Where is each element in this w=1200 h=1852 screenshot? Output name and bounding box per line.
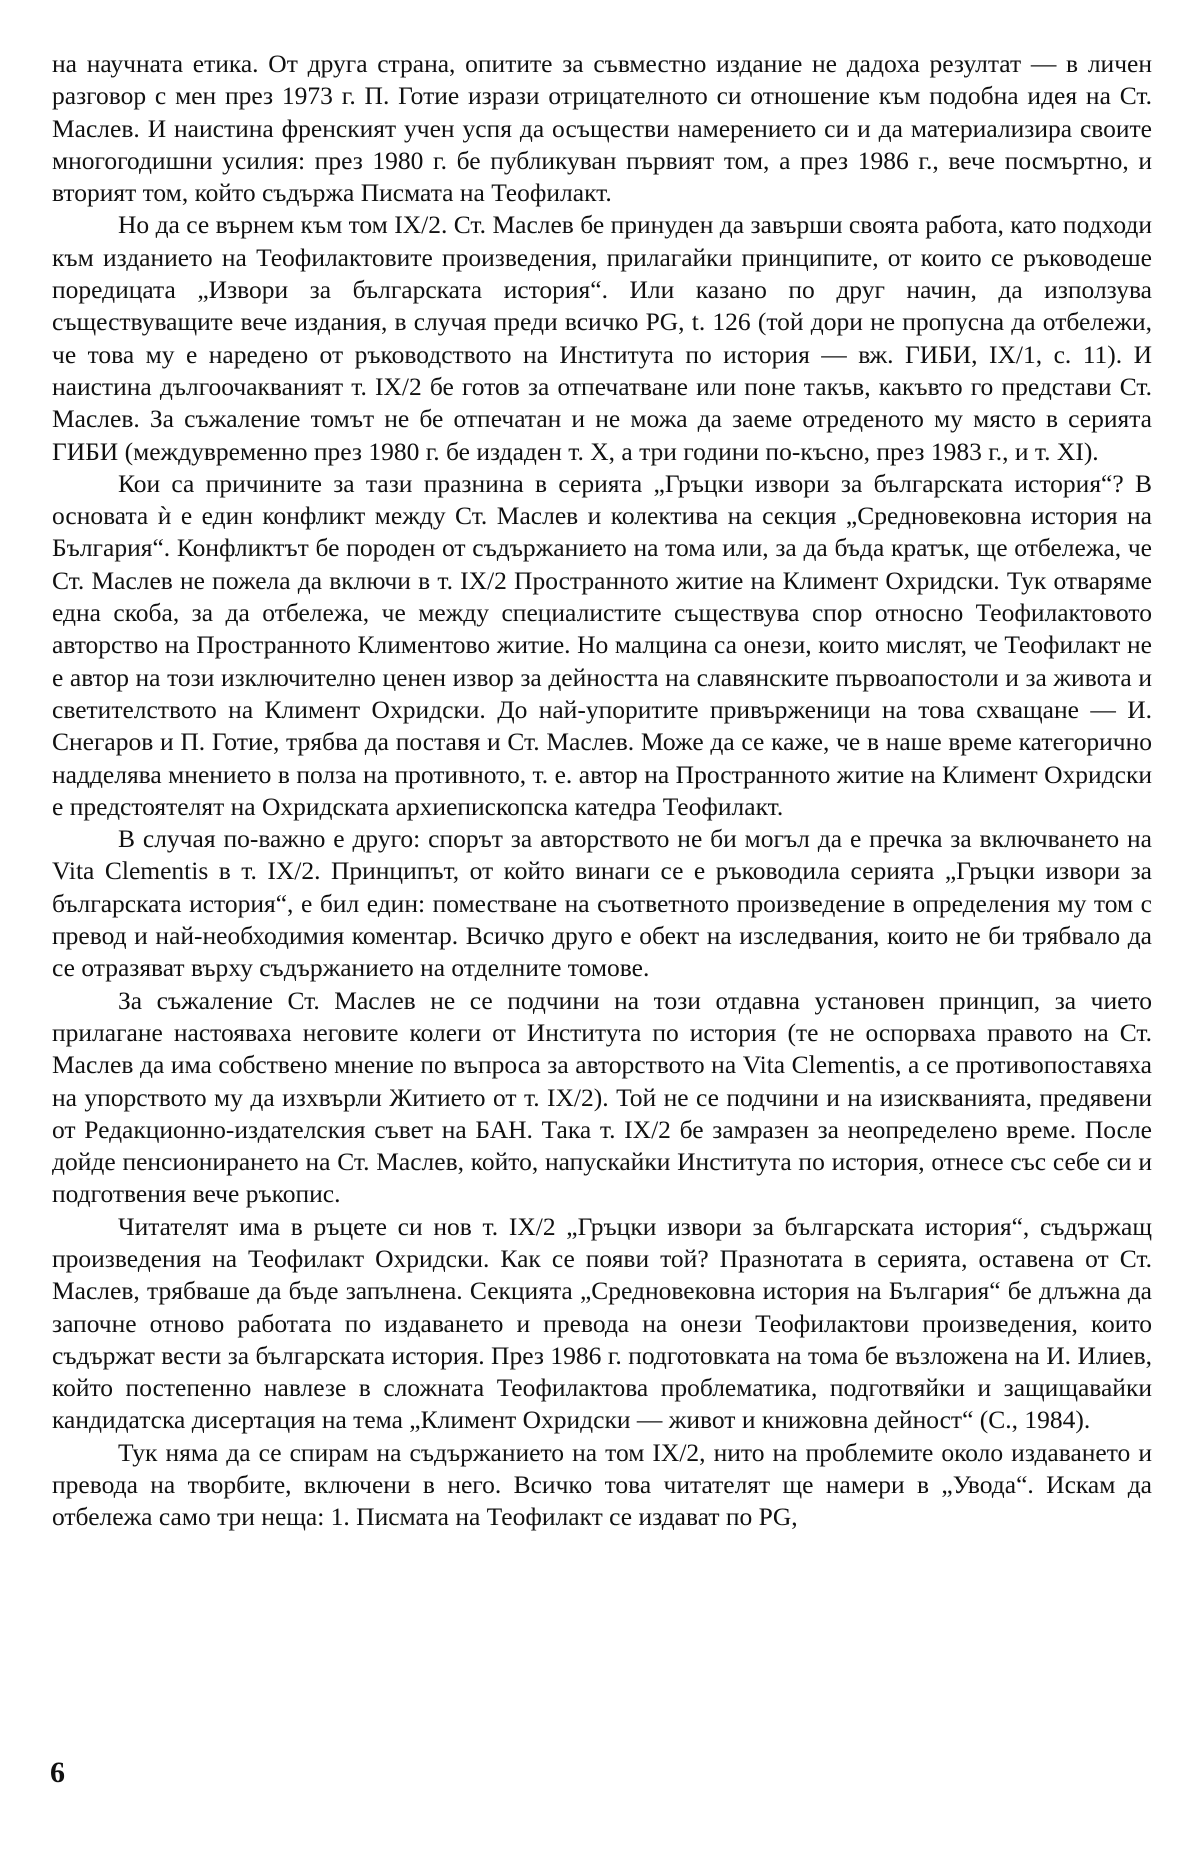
paragraph-2: Но да се върнем към том IX/2. Ст. Маслев бе принуден да завърши своята работа, като подходи към изданието на Теофилактовите произведения, прилагайки принципите, от които се ръководеше поредицата „Извори за българската история“. Или казано по друг начин, да използува съществуващите вече издания, в случая преди всичко PG, t. 126 (той дори не пропусна да отбележи, че това му е наредено от ръководството на Института по история — вж. ГИБИ, IX/1, с. 11). И наистина дългоочакваният т. IX/2 бе готов за отпечатване или поне такъв, какъвто го представи Ст. Маслев. За съжаление томът не бе отпечатан и не можа да заеме отреденото му място в серията ГИБИ (междувременно през 1980 г. бе издаден т. X, а три години по-късно, през 1983 г., и т. XI). (52, 210, 1152, 466)
paragraph-1: на научната етика. От друга страна, опитите за съвместно издание не дадоха резултат — в личен разговор с мен през 1973 г. П. Готие изрази отрицателното си отношение към подобна идея на Ст. Маслев. И наистина френският учен успя да осъществи намерението си и да материализира своите многогодишни усилия: през 1980 г. бе публикуван първият том, а през 1986 г., вече посмъртно, и вторият том, който съдържа Писмата на Теофилакт. (52, 49, 1152, 208)
paragraph-6: Читателят има в ръцете си нов т. IX/2 „Гръцки извори за българската история“, съдържащ произведения на Теофилакт Охридски. Как се появи той? Празнотата в серията, оставена от Ст. Маслев, трябваше да бъде запълнена. Секцията „Средновековна история на България“ бе длъжна да започне отново работата по издаването и превода на онези Теофилактови произведения, които съдържат вести за българската история. През 1986 г. подготовката на тома бе възложена на И. Илиев, който постепенно навлезе в сложната Теофилактова проблематика, подготвяйки и защищавайки кандидатска дисертация на тема „Климент Охридски — живот и книжовна дейност“ (С., 1984). (52, 1211, 1152, 1435)
page-body (52, 48, 1152, 1534)
paragraph-7: Тук няма да се спирам на съдържанието на том IX/2, нито на проблемите около издаването и превода на творбите, включени в него. Всичко това читателят ще намери в „Увода“. Искам да отбележа само три неща: 1. Писмата на Теофилакт се издават по PG, (52, 1437, 1152, 1532)
paragraph-4: В случая по-важно е друго: спорът за авторството не би могъл да е пречка за включването на Vita Clementis в т. IX/2. Принципът, от който винаги се е ръководила серията „Гръцки извори за българската история“, е бил един: поместване на съответното произведение в определения му том с превод и най-необходимия коментар. Всичко друго е обект на изследвания, които не би трябвало да се отразяват върху съдържанието на отделните томове. (52, 824, 1152, 983)
paragraph-5: За съжаление Ст. Маслев не се подчини на този отдавна установен принцип, за чието прилагане настояваха неговите колеги от Института по история (те не оспорваха правото на Ст. Маслев да има собствено мнение по въпроса за авторството на Vita Clementis, а се противопоставяха на упорството му да изхвърли Житието от т. IX/2). Той не се подчини и на изискванията, предявени от Редакционно-издателския съвет на БАН. Така т. IX/2 бе замразен за неопределено време. После дойде пенсионирането на Ст. Маслев, който, напускайки Института по история, отнесе със себе си и подготвения вече ръкопис. (52, 985, 1152, 1209)
page-number: 6 (50, 1756, 65, 1789)
paragraph-3: Кои са причините за тази празнина в серията „Гръцки извори за българската история“? В основата ѝ е един конфликт между Ст. Маслев и колектива на секция „Средновековна история на България“. Конфликтът бе породен от съдържанието на тома или, за да бъда кратък, ще отбележа, че Ст. Маслев не пожела да включи в т. IX/2 Пространното житие на Климент Охридски. Тук отваряме една скоба, за да отбележа, че между специалистите съществува спор относно Теофилактовото авторство на Пространното Климентово житие. Но малцина са онези, които мислят, че Теофилакт не е автор на този изключително ценен извор за дейността на славянските първоапостоли и за живота и светителството на Климент Охридски. До най-упоритите привърженици на това схващане — И. Снегаров и П. Готие, трябва да поставя и Ст. Маслев. Може да се каже, че в наше време категорично надделява мнението в полза на противното, т. е. автор на Пространното житие на Климент Охридски е предстоятелят на Охридската архиепископска катедра Теофилакт. (52, 468, 1152, 821)
